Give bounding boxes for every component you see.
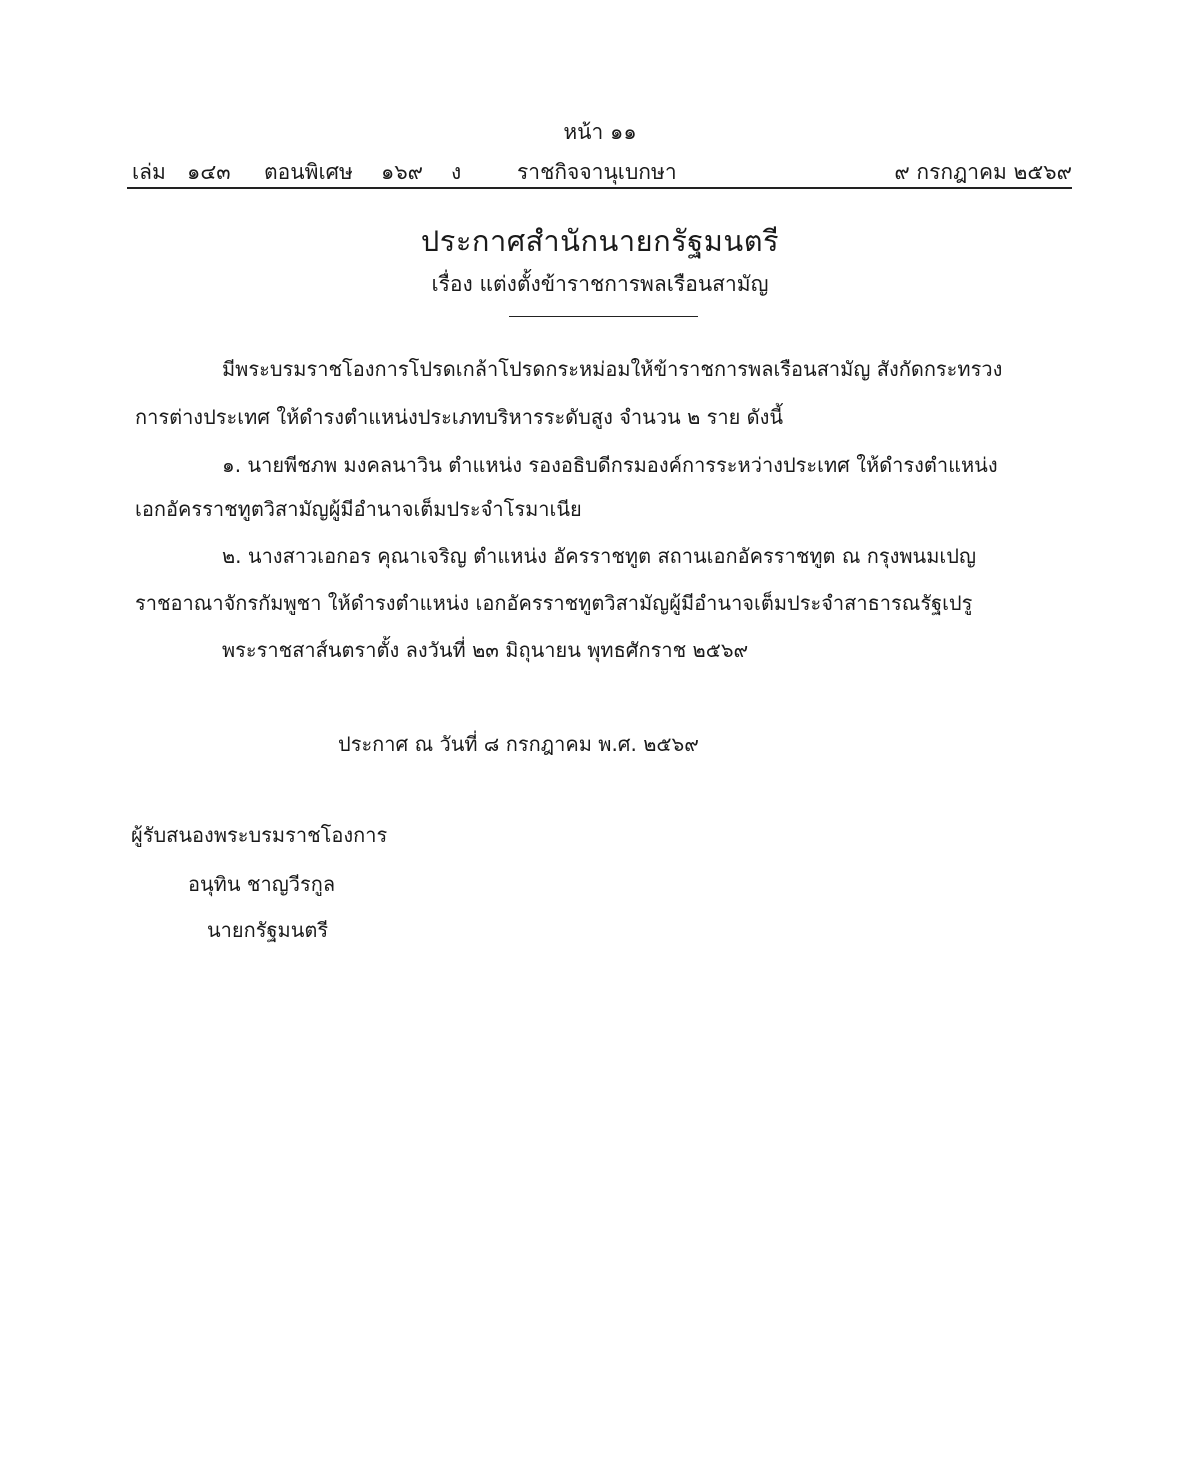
- document-subject: เรื่อง แต่งตั้งข้าราชการพลเรือนสามัญ: [431, 272, 769, 296]
- gazette-date: ๙ กรกฎาคม ๒๕๖๙: [894, 160, 1072, 184]
- volume-number: ๑๔๓: [187, 160, 231, 184]
- gazette-name: ราชกิจจานุเบกษา: [517, 160, 677, 184]
- appointment-item-2-line-1: ๒. นางสาวเอกอร คุณาเจริญ ตำแหน่ง อัครราชทูต สถานเอกอัครราชทูต ณ กรุงพนมเปญ: [222, 544, 976, 568]
- appointment-item-1-line-2: เอกอัครราชทูตวิสามัญผู้มีอำนาจเต็มประจำโรมาเนีย: [135, 497, 582, 521]
- gazette-header: [127, 156, 1072, 186]
- document-title: ประกาศสำนักนายกรัฐมนตรี: [420, 224, 780, 258]
- page-number: หน้า ๑๑: [563, 120, 637, 144]
- signer-name: อนุทิน ชาญวีรกูล: [188, 872, 336, 896]
- issue-suffix: ง: [451, 160, 462, 184]
- header-divider: [127, 187, 1072, 189]
- signer-title: นายกรัฐมนตรี: [207, 918, 329, 942]
- royal-letter-date: พระราชสาส์นตราตั้ง ลงวันที่ ๒๓ มิถุนายน พุทธศักราช ๒๕๖๙: [222, 638, 749, 662]
- volume-label: เล่ม: [132, 160, 166, 184]
- title-divider: [509, 316, 698, 317]
- announcement-date: ประกาศ ณ วันที่ ๘ กรกฎาคม พ.ศ. ๒๕๖๙: [338, 732, 699, 756]
- intro-line-1: มีพระบรมราชโองการโปรดเกล้าโปรดกระหม่อมให้ข้าราชการพลเรือนสามัญ สังกัดกระทรวง: [222, 357, 1003, 381]
- countersign-role: ผู้รับสนองพระบรมราชโองการ: [131, 823, 388, 847]
- appointment-item-1-line-1: ๑. นายพีชภพ มงคลนาวิน ตำแหน่ง รองอธิบดีกรมองค์การระหว่างประเทศ ให้ดำรงตำแหน่ง: [222, 453, 998, 477]
- issue-label: ตอนพิเศษ: [264, 160, 353, 184]
- appointment-item-2-line-2: ราชอาณาจักรกัมพูชา ให้ดำรงตำแหน่ง เอกอัครราชทูตวิสามัญผู้มีอำนาจเต็มประจำสาธารณรัฐเปรู: [135, 591, 973, 615]
- issue-number: ๑๖๙: [381, 160, 424, 184]
- intro-line-2: การต่างประเทศ ให้ดำรงตำแหน่งประเภทบริหารระดับสูง จำนวน ๒ ราย ดังนี้: [135, 405, 784, 429]
